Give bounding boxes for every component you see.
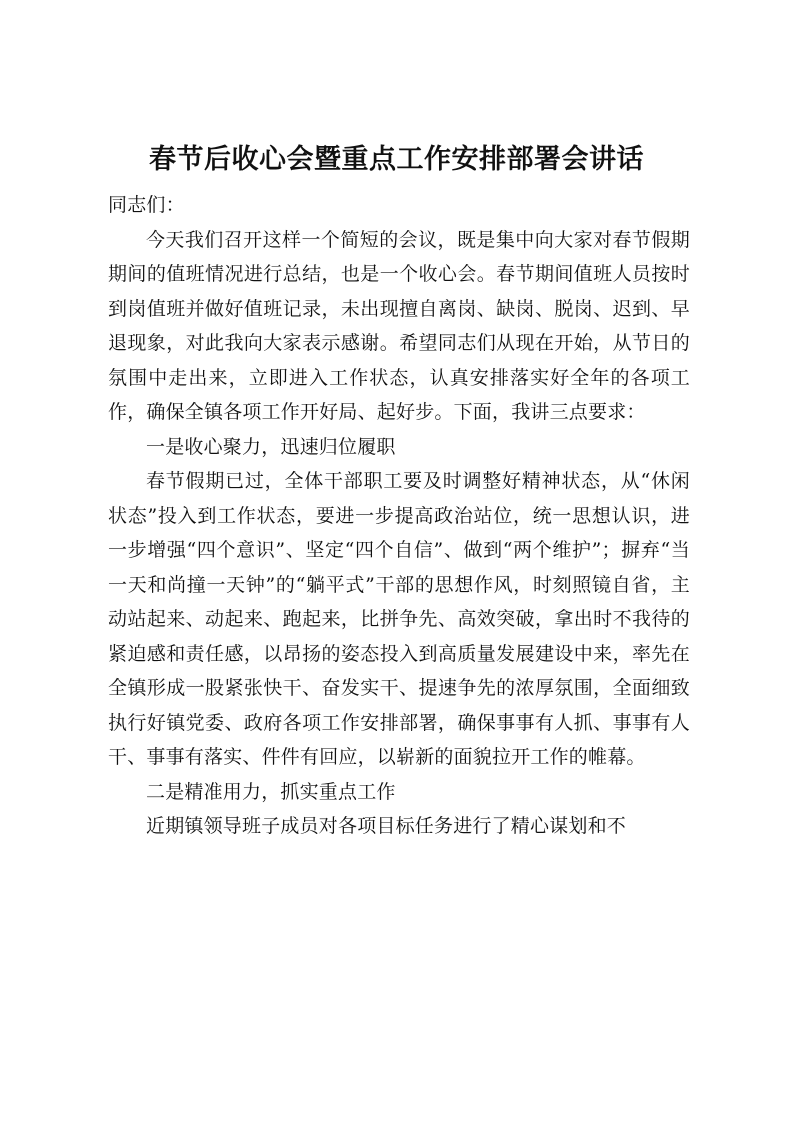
document-body xyxy=(108,188,690,844)
paragraph-section-1: 春节假期已过，全体干部职工要及时调整好精神状态，从“休闲状态”投入到工作状态，要进一步提高政治站位，统一思想认识，进一步增强“四个意识”、坚定“四个自信”、做到“两个维护”；摒弃“当一天和尚撞一天钟”的“躺平式”干部的思想作风，时刻照镜自省，主动站起来、动起来、跑起来，比拼争先、高效突破，拿出时不我待的紧迫感和责任感，以昂扬的姿态投入到高质量发展建设中来，率先在全镇形成一股紧张快干、奋发实干、提速争先的浓厚氛围，全面细致执行好镇党委、政府各项工作安排部署，确保事事有人抓、事事有人干、事事有落实、件件有回应，以崭新的面貌拉开工作的帷幕。 xyxy=(108,470,690,768)
paragraph-opening: 今天我们召开这样一个简短的会议，既是集中向大家对春节假期期间的值班情况进行总结，也是一个收心会。春节期间值班人员按时到岗值班并做好值班记录，未出现擅自离岗、缺岗、脱岗、迟到、早退现象，对此我向大家表示感谢。希望同志们从现在开始，从节日的氛围中走出来，立即进入工作状态，认真安排落实好全年的各项工作，确保全镇各项工作开好局、起好步。下面，我讲三点要求： xyxy=(108,228,690,423)
paragraph-section-2: 近期镇领导班子成员对各项目标任务进行了精心谋划和不 xyxy=(146,815,627,837)
document-title: 春节后收心会暨重点工作安排部署会讲话 xyxy=(149,144,644,175)
section-heading-1: 一是收心聚力，迅速归位履职 xyxy=(146,435,396,458)
section-heading-2: 二是精准用力，抓实重点工作 xyxy=(146,780,396,803)
salutation: 同志们： xyxy=(108,194,185,216)
